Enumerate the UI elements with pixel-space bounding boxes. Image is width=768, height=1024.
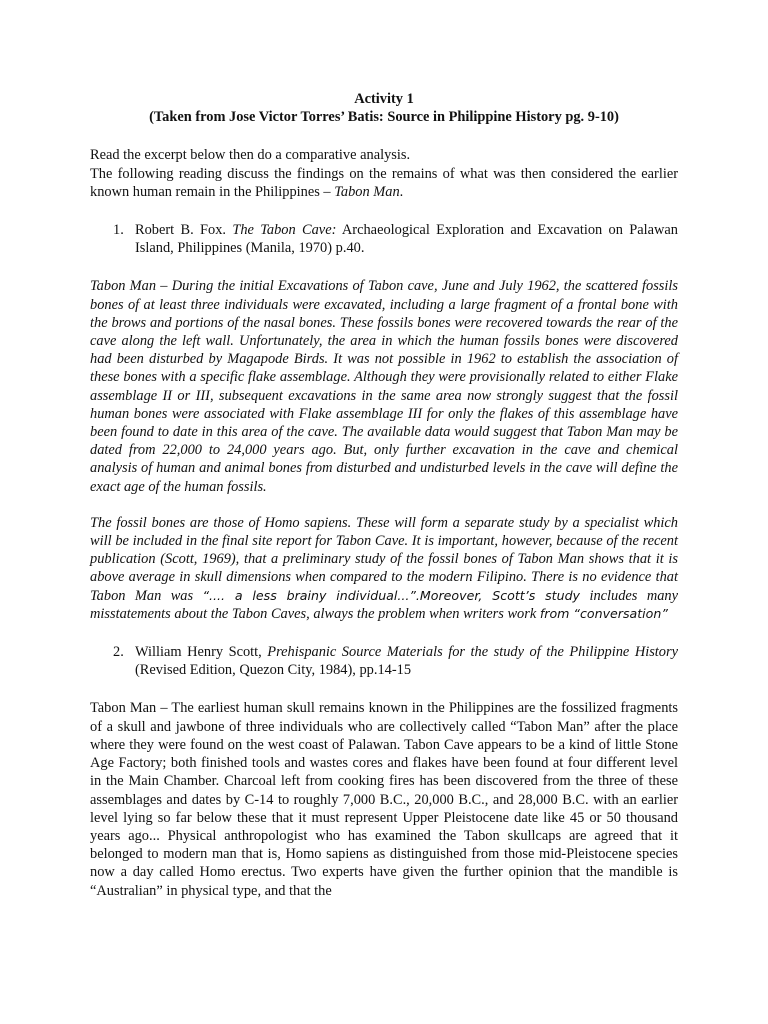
instruction-line: Read the excerpt below then do a comparative analysis. (90, 147, 411, 164)
intro-paragraph (90, 165, 678, 201)
activity-source: (Taken from Jose Victor Torres’ Batis: Source in Philippine History pg. 9-10) (149, 109, 619, 126)
activity-title: Activity 1 (354, 91, 414, 107)
reference-1-author: Robert B. Fox. (135, 222, 233, 239)
reference-1-rest: Archaeological Exploration and Excavation on Palawan Island, Philippines (Manila, 1970) p.40. (135, 222, 679, 257)
intro-text: The following reading discuss the findings on the remains of what was then considered the earlier known human remain in the Philippines – (90, 165, 678, 200)
reference-1 (113, 221, 678, 257)
excerpt-1-paragraph-2 (90, 514, 678, 623)
intro-end: . (399, 183, 404, 200)
excerpt-1-p2-a: The fossil bones are those of Homo sapiens. These will form a separate study by a specialist which will be included in the final site report for Tabon Cave. It is important, however, because of the recent publication (Scott, 1969), that a preliminary study of the fossil bones of Tabon Man shows that it is above average in skull dimensions when compared to the modern Filipino. There is no evidence that Tabon Man was (90, 514, 678, 604)
reference-1-title: The Tabon Cave: (232, 222, 337, 239)
reference-2-title: Prehispanic Source Materials for the study of the Philippine History (267, 644, 678, 661)
reference-2-rest: (Revised Edition, Quezon City, 1984), pp.14-15 (135, 662, 412, 679)
reference-2 (113, 643, 678, 679)
reference-2-number: 2. (113, 644, 124, 661)
reference-1-text (135, 221, 678, 257)
excerpt-1-p2-quote: “.... a less brainy individual...”.Moreover, Scott’s study (202, 587, 581, 603)
excerpt-1-p2-conversation: from “conversation” (539, 605, 668, 621)
excerpt-1-paragraph-1: Tabon Man – During the initial Excavations of Tabon cave, June and July 1962, the scattered fossils bones of at least three individuals were excavated, including a large fragment of a frontal bone with the brows and portions of the nasal bones. These fossils bones were recovered towards the rear of the cave along the left wall. Unfortunately, the area in which the human fossils bones were discovered had been disturbed by Magapode Birds. It was not possible in 1962 to establish the association of these bones with a specific flake assemblage. Although they were provisionally related to either Flake assemblage II or III, subsequent excavations in the same area now strongly suggest that the fossil human bones were associated with Flake assemblage III for only the flakes of this assemblage have been found to date in this area of the cave. The available data would suggest that Tabon Man may be dated from 22,000 to 24,000 years ago. But, only further excavation in the cave and chemical analysis of human and animal bones from disturbed and undisturbed levels in the cave will define the exact age of the human fossils. (90, 278, 678, 495)
excerpt-2-paragraph: Tabon Man – The earliest human skull remains known in the Philippines are the fossilized fragments of a skull and jawbone of three individuals who are collectively called “Tabon Man” after the place where they were found on the west coast of Palawan. Tabon Cave appears to be a kind of little Stone Age Factory; both finished tools and wastes cores and flakes have been found at four different level in the Main Chamber. Charcoal left from cooking fires has been discovered from the three of these assemblages and dates by C-14 to roughly 7,000 B.C., 20,000 B.C., and 28,000 B.C. with an earlier level lying so far below these that it must represent Upper Pleistocene date like 45 or 50 thousand years ago... Physical anthropologist who has examined the Tabon skullcaps are agreed that it belonged to modern man that is, Homo sapiens as distinguished from those mid-Pleistocene species now a day called Homo erectus. Two experts have given the further opinion that the mandible is “Australian” in physical type, and that the (90, 700, 678, 899)
document-page (90, 90, 678, 900)
reference-1-number: 1. (113, 222, 124, 239)
excerpt-1-p2-c: includes many misstatements about the Tabon Caves, always the problem when writers work (90, 587, 678, 622)
reference-2-author: William Henry Scott, (135, 644, 268, 661)
intro-tabon-man: Tabon Man (334, 183, 400, 200)
reference-2-text (135, 643, 678, 679)
